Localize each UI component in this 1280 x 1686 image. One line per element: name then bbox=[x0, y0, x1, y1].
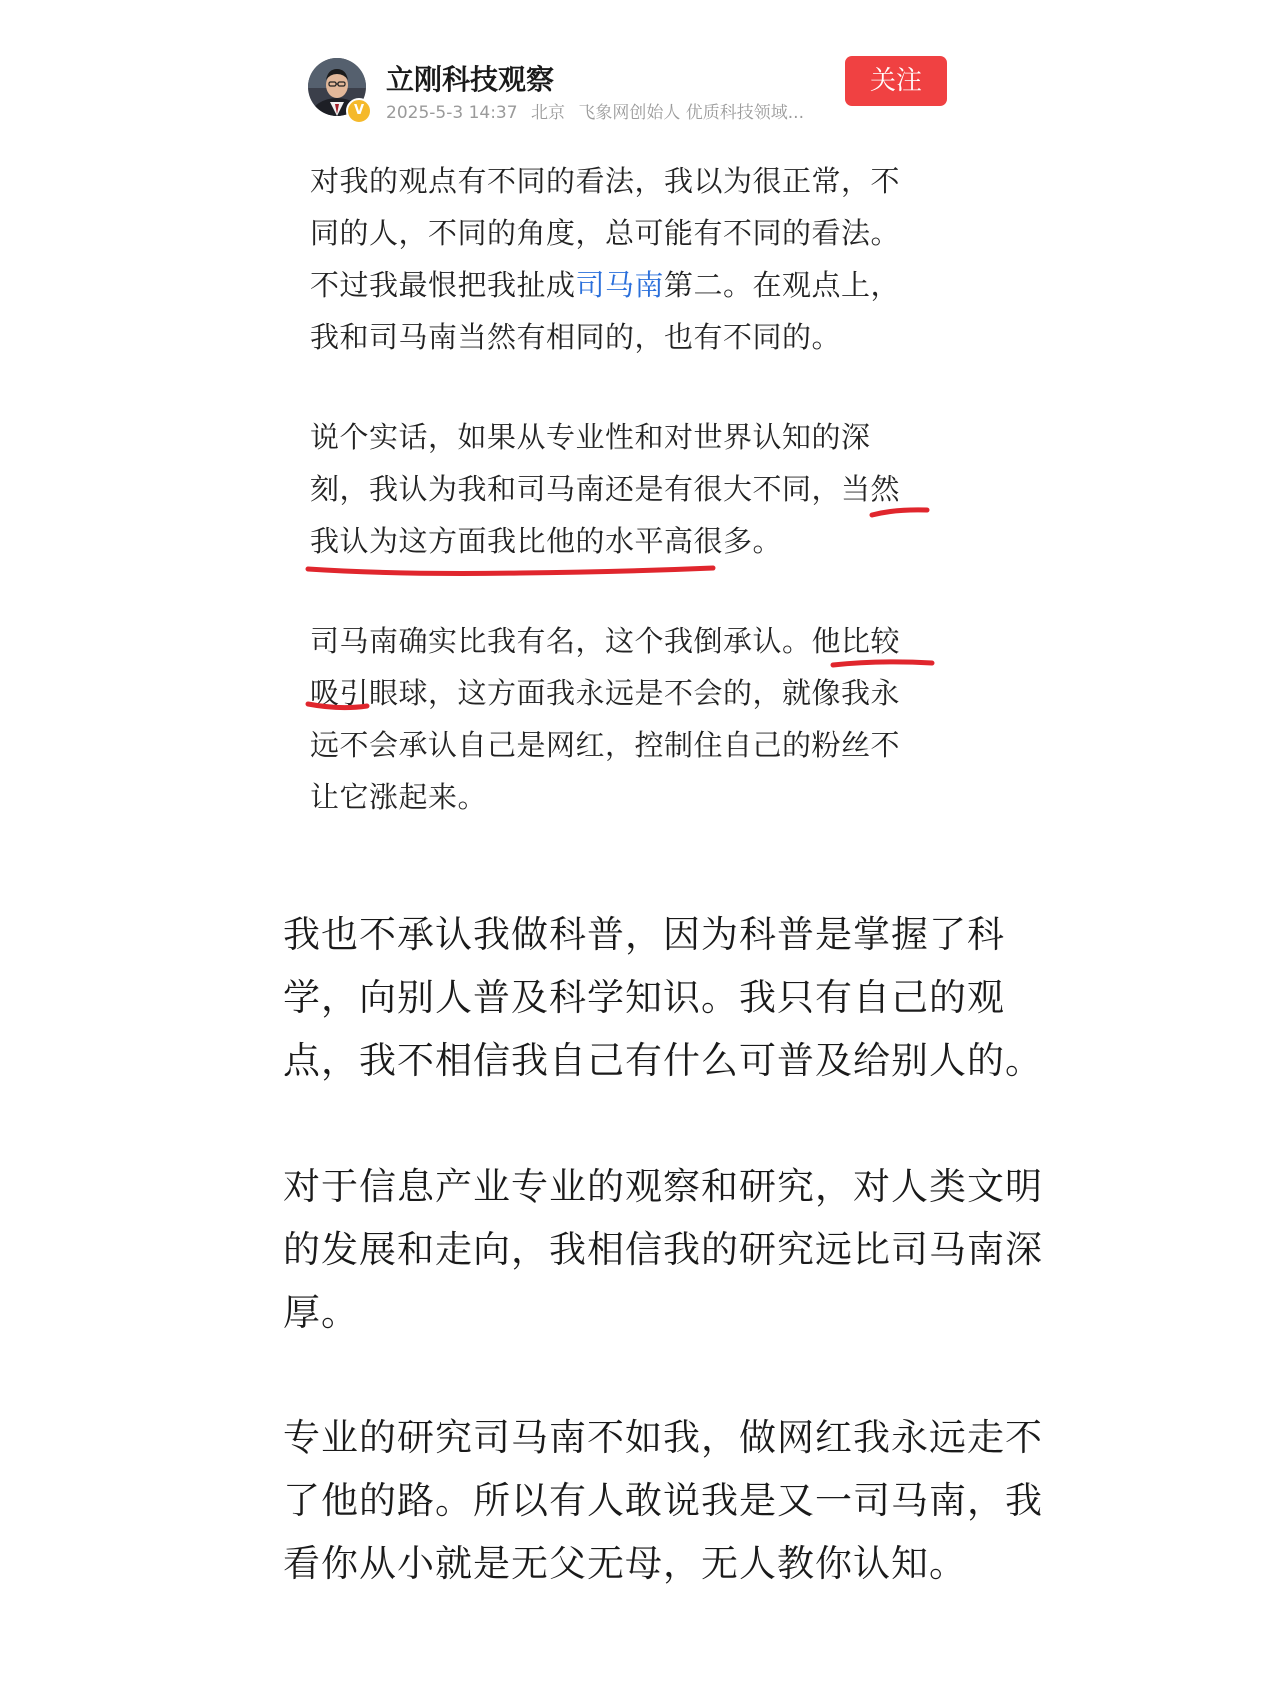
commentary-paragraph-3 bbox=[283, 1406, 1063, 1595]
text-line: 远不会承认自己是网红，控制住自己的粉丝不 bbox=[310, 728, 901, 762]
author-bio: 飞象网创始人 优质科技领域... bbox=[578, 103, 804, 123]
post-header bbox=[308, 56, 948, 128]
post-paragraph-1 bbox=[310, 155, 950, 363]
text-line: 刻，我认为我和司马南还是有很大不同，当然 bbox=[310, 472, 901, 506]
text-line: 对于信息产业专业的观察和研究，对人类文明 bbox=[283, 1165, 1043, 1208]
commentary-paragraph-1 bbox=[283, 903, 1063, 1092]
text-line: 学，向别人普及科学知识。我只有自己的观 bbox=[283, 976, 1005, 1019]
author-name[interactable]: 立刚科技观察 bbox=[386, 63, 555, 96]
text-line: 同的人，不同的角度，总可能有不同的看法。 bbox=[310, 216, 901, 250]
text-line: 专业的研究司马南不如我，做网红我永远走不 bbox=[283, 1416, 1043, 1459]
text-line bbox=[310, 259, 950, 311]
text-line: 对我的观点有不同的看法，我以为很正常，不 bbox=[310, 164, 901, 198]
text-line: 我和司马南当然有相同的，也有不同的。 bbox=[310, 320, 842, 354]
post-paragraph-2 bbox=[310, 411, 950, 567]
text-line: 的发展和走向，我相信我的研究远比司马南深 bbox=[283, 1228, 1043, 1271]
text-line: 吸引眼球，这方面我永远是不会的，就像我永 bbox=[310, 676, 901, 710]
text-segment: 第二。在观点上， bbox=[664, 268, 901, 302]
mention-link[interactable]: 司马南 bbox=[575, 268, 665, 302]
text-line: 点，我不相信我自己有什么可普及给别人的。 bbox=[283, 1039, 1043, 1082]
post-timestamp: 2025-5-3 14:37 bbox=[386, 103, 518, 123]
text-line: 我认为这方面我比他的水平高很多。 bbox=[310, 524, 783, 558]
post-meta bbox=[386, 98, 826, 123]
underline-stroke bbox=[308, 568, 713, 574]
text-line: 说个实话，如果从专业性和对世界认知的深 bbox=[310, 420, 871, 454]
text-line: 司马南确实比我有名，这个我倒承认。他比较 bbox=[310, 624, 901, 658]
author-avatar[interactable] bbox=[308, 58, 366, 116]
text-line: 厚。 bbox=[283, 1291, 359, 1334]
post-paragraph-3 bbox=[310, 615, 950, 823]
text-segment: 不过我最恨把我扯成 bbox=[310, 268, 576, 302]
text-line: 我也不承认我做科普，因为科普是掌握了科 bbox=[283, 913, 1005, 956]
commentary-paragraph-2 bbox=[283, 1155, 1063, 1344]
text-line: 看你从小就是无父无母，无人教你认知。 bbox=[283, 1542, 967, 1585]
text-line: 了他的路。所以有人敢说我是又一司马南，我 bbox=[283, 1479, 1043, 1522]
verified-badge-icon: V bbox=[346, 98, 372, 124]
text-line: 让它涨起来。 bbox=[310, 780, 488, 814]
follow-button[interactable]: 关注 bbox=[845, 56, 947, 106]
post-location: 北京 bbox=[530, 103, 565, 123]
